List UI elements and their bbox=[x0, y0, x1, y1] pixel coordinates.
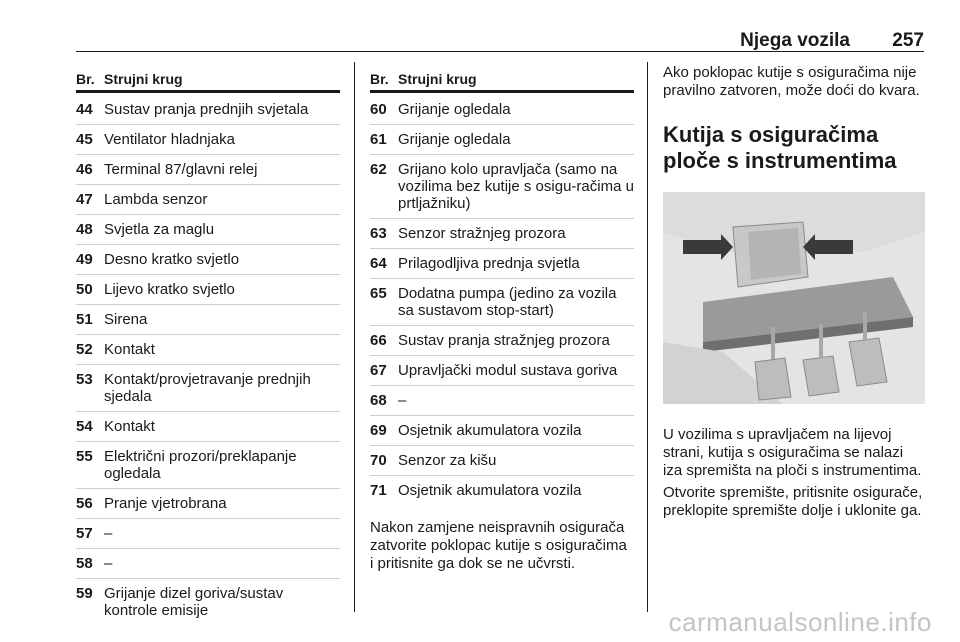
table-row bbox=[76, 548, 340, 578]
circuit-name: Kontakt/provjetravanje prednjih sjedala bbox=[104, 371, 311, 405]
fuse-number: 67 bbox=[370, 362, 387, 379]
table-header bbox=[370, 62, 634, 90]
column-header-no: Br. bbox=[76, 71, 95, 87]
table-row bbox=[370, 95, 634, 124]
table-row bbox=[76, 518, 340, 548]
circuit-name: – bbox=[104, 525, 113, 542]
fusebox-illustration bbox=[663, 192, 925, 404]
circuit-name: Senzor za kišu bbox=[398, 452, 497, 469]
watermark: carmanualsonline.info bbox=[668, 607, 932, 637]
column-header-circuit: Strujni krug bbox=[104, 71, 183, 87]
circuit-name: – bbox=[398, 392, 407, 409]
circuit-name: Sirena bbox=[104, 311, 148, 328]
fuse-number: 66 bbox=[370, 332, 387, 349]
circuit-name: Dodatna pumpa (jedino za vozila sa sustavom stop-start) bbox=[398, 285, 617, 319]
circuit-name: Grijanje dizel goriva/sustav kontrole emisije bbox=[104, 585, 284, 619]
fuse-number: 56 bbox=[76, 495, 93, 512]
circuit-name: Kontakt bbox=[104, 341, 155, 358]
paragraph-location: U vozilima s upravljačem na lijevoj strani, kutija s osiguračima se nalazi iza spremišta na ploči s instrumentima. bbox=[663, 426, 922, 479]
page-number: 257 bbox=[892, 30, 924, 51]
fuse-number: 58 bbox=[76, 555, 93, 572]
fuse-number: 45 bbox=[76, 131, 93, 148]
table-body bbox=[370, 95, 634, 505]
column-divider bbox=[354, 62, 355, 612]
circuit-name: Terminal 87/glavni relej bbox=[104, 161, 258, 178]
fuse-table-left bbox=[76, 62, 340, 625]
fuse-number: 55 bbox=[76, 448, 93, 465]
circuit-name: Lambda senzor bbox=[104, 191, 208, 208]
circuit-name: Grijano kolo upravljača (samo na vozilima bez kutije s osigu-račima u prtljažniku) bbox=[398, 161, 634, 212]
fuse-number: 69 bbox=[370, 422, 387, 439]
section-heading: Kutija s osiguračima ploče s instrumentima bbox=[663, 122, 897, 173]
section-title: Njega vozila bbox=[740, 30, 850, 51]
table-row bbox=[76, 154, 340, 184]
circuit-name: Sustav pranja prednjih svjetala bbox=[104, 101, 309, 118]
table-header-rule bbox=[76, 90, 340, 93]
table-body bbox=[76, 95, 340, 625]
table-row bbox=[76, 274, 340, 304]
circuit-name: Ventilator hladnjaka bbox=[104, 131, 235, 148]
table-row bbox=[76, 578, 340, 625]
table-row bbox=[370, 154, 634, 218]
table-row bbox=[76, 95, 340, 124]
fuse-number: 54 bbox=[76, 418, 93, 435]
paragraph-instructions: Otvorite spremište, pritisnite osigurače, preklopite spremište dolje i uklonite ga. bbox=[663, 484, 923, 519]
column-header-circuit: Strujni krug bbox=[398, 71, 477, 87]
table-row bbox=[370, 355, 634, 385]
table-row bbox=[76, 244, 340, 274]
circuit-name: Svjetla za maglu bbox=[104, 221, 215, 238]
intro-text: Ako poklopac kutije s osiguračima nije pravilno zatvoren, može doći do kvara. bbox=[663, 64, 920, 99]
table-header-rule bbox=[370, 90, 634, 93]
circuit-name: Grijanje ogledala bbox=[398, 131, 511, 148]
fuse-number: 48 bbox=[76, 221, 93, 238]
circuit-name: Sustav pranja stražnjeg prozora bbox=[398, 332, 610, 349]
circuit-name: Prilagodljiva prednja svjetla bbox=[398, 255, 580, 272]
fuse-number: 71 bbox=[370, 482, 387, 499]
circuit-name: Desno kratko svjetlo bbox=[104, 251, 240, 268]
table-row bbox=[370, 415, 634, 445]
fuse-number: 46 bbox=[76, 161, 93, 178]
table-row bbox=[370, 385, 634, 415]
table-row bbox=[76, 334, 340, 364]
fuse-number: 61 bbox=[370, 131, 387, 148]
column-divider bbox=[647, 62, 648, 612]
table-row bbox=[370, 475, 634, 505]
circuit-name: Električni prozori/preklapanje ogledala bbox=[104, 448, 297, 482]
table-row bbox=[76, 488, 340, 518]
table-row bbox=[76, 124, 340, 154]
fuse-number: 62 bbox=[370, 161, 387, 178]
page-header bbox=[76, 30, 924, 52]
table-row bbox=[370, 445, 634, 475]
fuse-number: 44 bbox=[76, 101, 93, 118]
circuit-name: Upravljački modul sustava goriva bbox=[398, 362, 618, 379]
fuse-number: 63 bbox=[370, 225, 387, 242]
table-row bbox=[76, 184, 340, 214]
fuse-number: 59 bbox=[76, 585, 93, 602]
fuse-number: 68 bbox=[370, 392, 387, 409]
fuse-number: 64 bbox=[370, 255, 387, 272]
table-row bbox=[370, 278, 634, 325]
table-header bbox=[76, 62, 340, 90]
fuse-number: 57 bbox=[76, 525, 93, 542]
circuit-name: Lijevo kratko svjetlo bbox=[104, 281, 235, 298]
header-rule bbox=[76, 51, 924, 52]
fuse-number: 60 bbox=[370, 101, 387, 118]
circuit-name: – bbox=[104, 555, 113, 572]
replacement-note: Nakon zamjene neispravnih osigurača zatvorite poklopac kutije s osiguračima i pritisnite ga dok se ne učvrsti. bbox=[370, 519, 627, 572]
fusebox-illustration-svg bbox=[663, 192, 925, 404]
circuit-name: Kontakt bbox=[104, 418, 155, 435]
table-row bbox=[370, 218, 634, 248]
table-row bbox=[76, 411, 340, 441]
fuse-number: 70 bbox=[370, 452, 387, 469]
right-column bbox=[663, 64, 925, 520]
fuse-number: 51 bbox=[76, 311, 93, 328]
circuit-name: Osjetnik akumulatora vozila bbox=[398, 482, 582, 499]
fuse-number: 53 bbox=[76, 371, 93, 388]
table-row bbox=[76, 304, 340, 334]
circuit-name: Grijanje ogledala bbox=[398, 101, 511, 118]
table-row bbox=[370, 325, 634, 355]
fuse-number: 49 bbox=[76, 251, 93, 268]
fuse-number: 52 bbox=[76, 341, 93, 358]
table-row bbox=[76, 441, 340, 488]
table-row bbox=[76, 214, 340, 244]
fuse-number: 65 bbox=[370, 285, 387, 302]
circuit-name: Osjetnik akumulatora vozila bbox=[398, 422, 582, 439]
table-row bbox=[370, 248, 634, 278]
table-row bbox=[76, 364, 340, 411]
circuit-name: Senzor stražnjeg prozora bbox=[398, 225, 566, 242]
circuit-name: Pranje vjetrobrana bbox=[104, 495, 227, 512]
table-row bbox=[370, 124, 634, 154]
fuse-number: 47 bbox=[76, 191, 93, 208]
column-header-no: Br. bbox=[370, 71, 389, 87]
fuse-number: 50 bbox=[76, 281, 93, 298]
fuse-table-middle bbox=[370, 62, 634, 573]
